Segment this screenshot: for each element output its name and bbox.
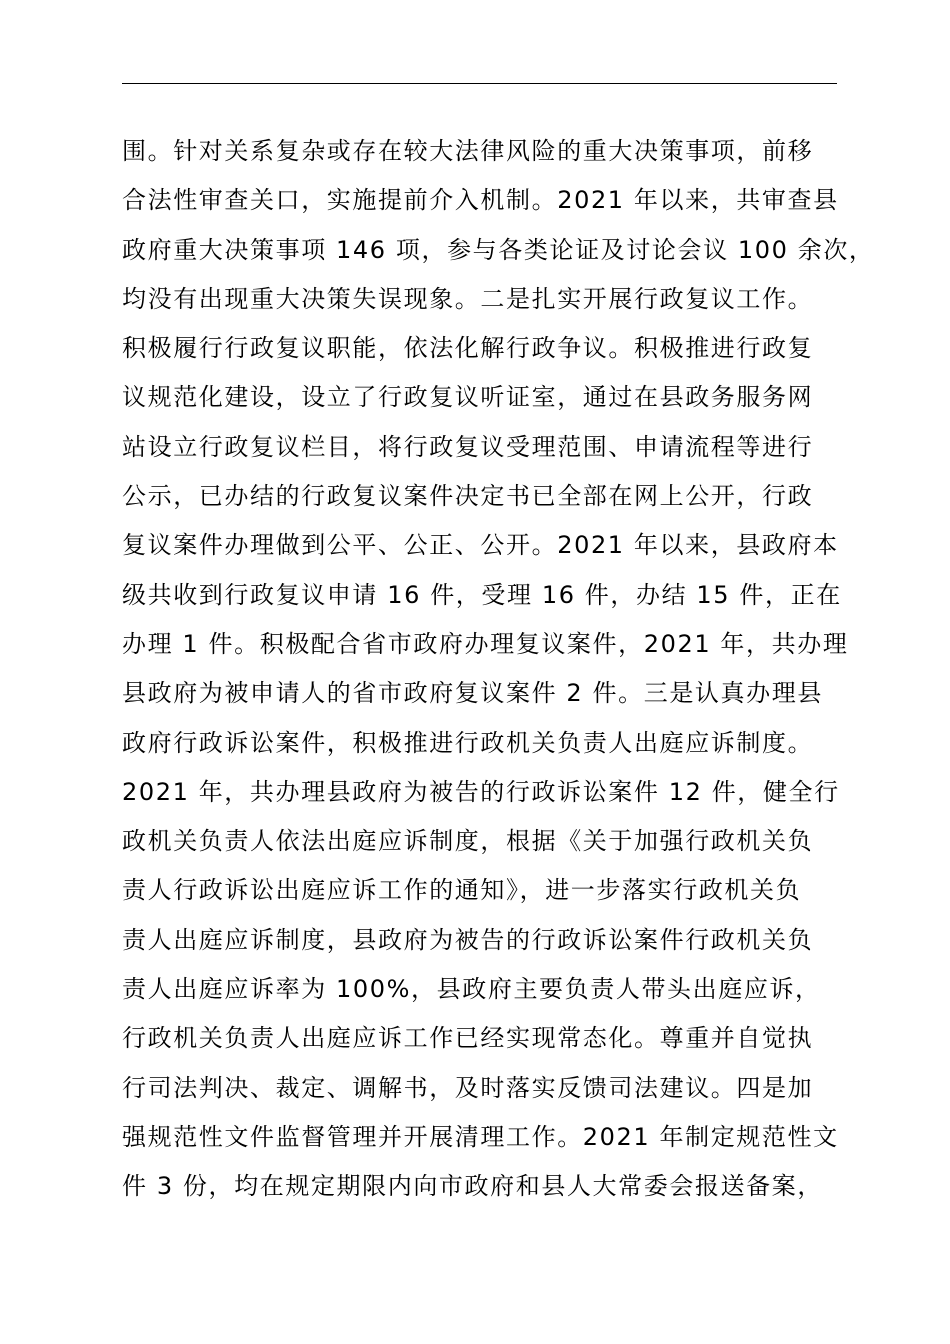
text-line: 2021 年，共办理县政府为被告的行政诉讼案件 12 件，健全行 bbox=[122, 777, 840, 806]
text-line: 责人出庭应诉制度，县政府为被告的行政诉讼案件行政机关负 bbox=[122, 925, 814, 954]
text-line: 合法性审查关口，实施提前介入机制。2021 年以来，共审查县 bbox=[122, 186, 839, 215]
text-line: 县政府为被申请人的省市政府复议案件 2 件。三是认真办理县 bbox=[122, 679, 823, 708]
text-line: 均没有出现重大决策失误现象。二是扎实开展行政复议工作。 bbox=[122, 284, 814, 313]
text-line: 政机关负责人依法出庭应诉制度，根据《关于加强行政机关负 bbox=[122, 827, 814, 856]
text-line: 站设立行政复议栏目，将行政复议受理范围、申请流程等进行 bbox=[122, 432, 814, 461]
text-line: 行政机关负责人出庭应诉工作已经实现常态化。尊重并自觉执 bbox=[122, 1024, 814, 1053]
text-line: 围。针对关系复杂或存在较大法律风险的重大决策事项，前移 bbox=[122, 137, 814, 165]
text-line: 强规范性文件监督管理并开展清理工作。2021 年制定规范性文 bbox=[122, 1122, 839, 1151]
text-line: 责人行政诉讼出庭应诉工作的通知》，进一步落实行政机关负 bbox=[122, 876, 802, 905]
text-line: 积极履行行政复议职能，依法化解行政争议。积极推进行政复 bbox=[122, 334, 814, 363]
text-line: 责人出庭应诉率为 100%，县政府主要负责人带头出庭应诉， bbox=[122, 975, 821, 1004]
header-divider bbox=[122, 83, 837, 84]
document-body bbox=[122, 127, 882, 1212]
text-line: 复议案件办理做到公平、公正、公开。2021 年以来，县政府本 bbox=[122, 531, 839, 560]
text-line: 政府行政诉讼案件，积极推进行政机关负责人出庭应诉制度。 bbox=[122, 728, 814, 757]
text-line: 件 3 份，均在规定期限内向市政府和县人大常委会报送备案， bbox=[122, 1172, 823, 1201]
text-line: 级共收到行政复议申请 16 件，受理 16 件，办结 15 件，正在 bbox=[122, 580, 842, 609]
text-line: 行司法判决、裁定、调解书，及时落实反馈司法建议。四是加 bbox=[122, 1073, 814, 1102]
text-line: 办理 1 件。积极配合省市政府办理复议案件，2021 年，共办理 bbox=[122, 629, 849, 658]
text-line: 公示，已办结的行政复议案件决定书已全部在网上公开，行政 bbox=[122, 482, 814, 511]
text-line: 政府重大决策事项 146 项，参与各类论证及讨论会议 100 余次， bbox=[122, 235, 875, 264]
text-line: 议规范化建设，设立了行政复议听证室，通过在县政务服务网 bbox=[122, 383, 814, 412]
